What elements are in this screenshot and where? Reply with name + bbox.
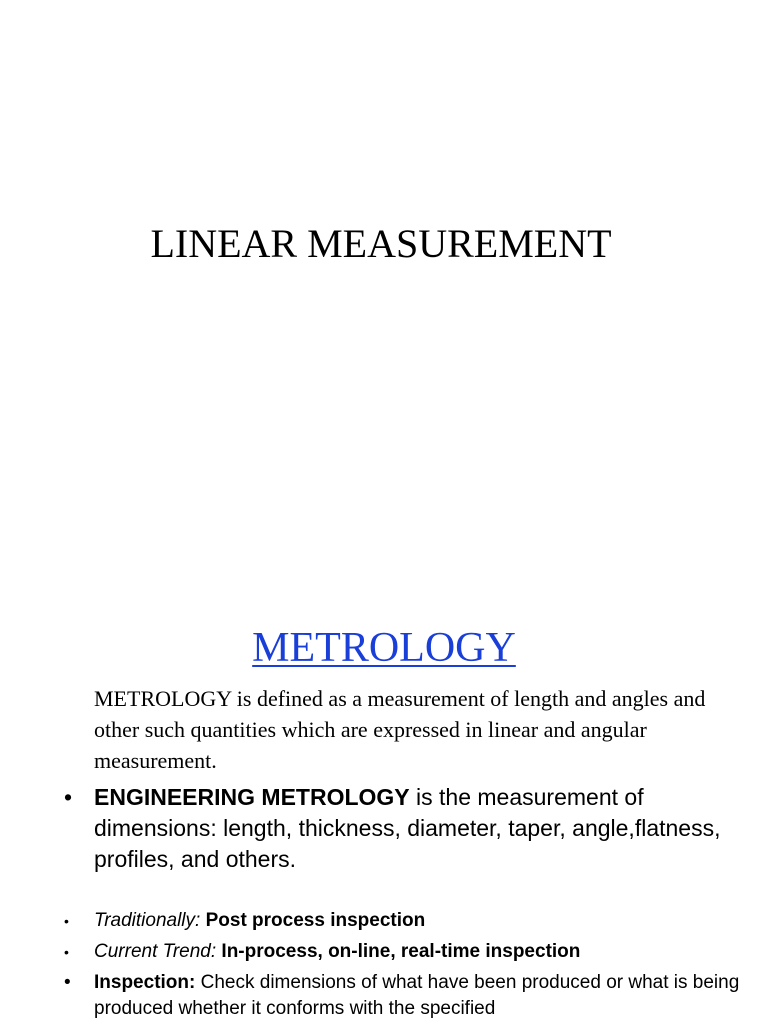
section-heading-text: METROLOGY xyxy=(252,625,516,671)
bullet-lead: Traditionally: xyxy=(94,910,206,931)
bullet-engineering-metrology xyxy=(64,782,754,875)
bullet-inspection xyxy=(64,970,754,1022)
bullet-traditionally xyxy=(64,908,754,934)
bullet-text: is the measurement of dimensions: length, thickness, diameter, taper, angle,flatness, profiles, and others. xyxy=(94,784,721,872)
bullet-marker: • xyxy=(64,972,71,993)
bullet-marker: • xyxy=(64,944,69,960)
page-title: LINEAR MEASUREMENT xyxy=(150,221,612,266)
bullet-term: ENGINEERING METROLOGY xyxy=(94,784,410,810)
definition-paragraph: METROLOGY is defined as a measurement of length and angles and other such quantities which are expressed in linear and angular measurement. xyxy=(94,686,706,773)
bullet-text: In-process, on-line, real-time inspection xyxy=(221,941,581,962)
bullet-current-trend xyxy=(64,939,754,965)
bullet-marker: • xyxy=(64,784,73,810)
bullet-text: Post process inspection xyxy=(205,910,426,931)
bullet-text: Check dimensions of what have been produced or what is being produced whether it conforms with the specified xyxy=(94,972,740,1019)
bullet-lead: Inspection: xyxy=(94,972,201,993)
bullet-marker: • xyxy=(64,913,69,929)
section-heading xyxy=(0,622,768,674)
bullet-lead: Current Trend: xyxy=(94,941,222,962)
